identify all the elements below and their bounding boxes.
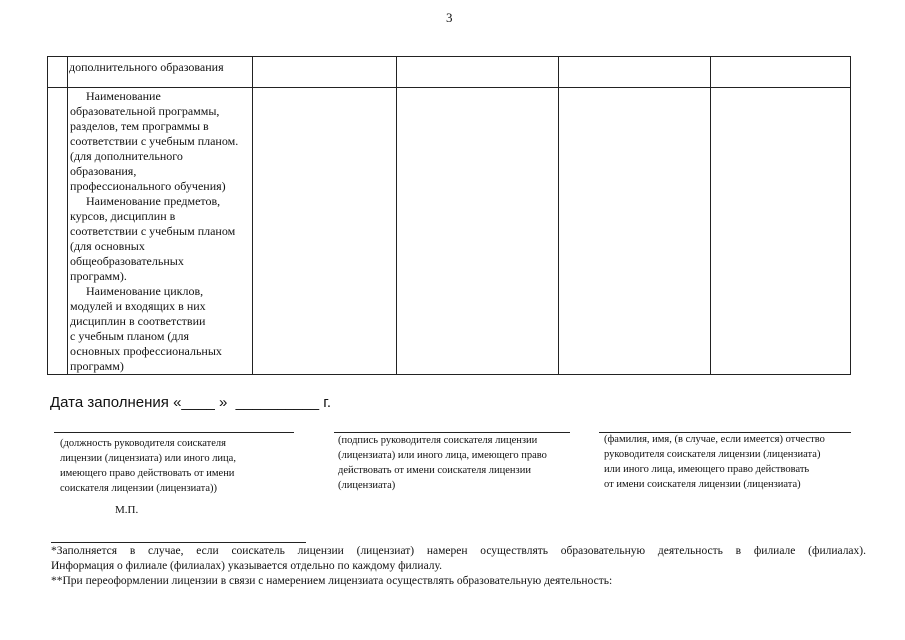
- footnotes: [51, 544, 866, 589]
- table-cell: [48, 88, 68, 375]
- program-description-line: основных профессиональных: [70, 344, 222, 358]
- position-caption-line: соискателя лицензии (лицензиата)): [60, 483, 218, 494]
- position-signature-line: [54, 432, 294, 433]
- position-caption: [60, 436, 236, 496]
- footnote-1-line-1: *Заполняется в случае, если соискатель лицензии (лицензиат) намерен осуществлять образовательную деятельность в филиале (филиалах).: [51, 545, 866, 557]
- footnote-2: **При переоформлении лицензии в связи с намерением лицензиата осуществлять образовательную деятельность:: [51, 575, 613, 587]
- program-description-line: Наименование циклов,: [86, 284, 204, 298]
- footnote-separator: [51, 542, 306, 543]
- table-cell: [397, 57, 558, 88]
- signature-caption-line: (подпись руководителя соискателя лицензии: [338, 435, 538, 446]
- program-table: [47, 56, 851, 375]
- signature-caption-line: (лицензиата) или иного лица, имеющего право: [338, 450, 547, 461]
- name-caption-line: (фамилия, имя, (в случае, если имеется) отчество: [604, 434, 825, 445]
- date-field-label: Дата заполнения «____ » __________ г.: [50, 394, 332, 411]
- table-cell: [397, 88, 558, 375]
- table-cell: [48, 57, 68, 88]
- program-description-line: программ): [70, 359, 124, 373]
- position-caption-line: (должность руководителя соискателя: [60, 438, 226, 449]
- table-cell: [710, 57, 850, 88]
- program-description-cell: [68, 88, 253, 375]
- table-cell: [68, 57, 253, 88]
- program-description-line: разделов, тем программы в: [70, 119, 209, 133]
- program-description-line: профессионального обучения): [70, 179, 226, 193]
- program-description-line: образовательной программы,: [70, 104, 220, 118]
- program-description-line: программ).: [70, 269, 127, 283]
- table-cell: [253, 88, 397, 375]
- name-caption: [604, 432, 825, 492]
- position-caption-line: лицензии (лицензиата) или иного лица,: [60, 453, 236, 464]
- program-description-line: курсов, дисциплин в: [70, 209, 176, 223]
- table-cell: [558, 57, 710, 88]
- footnote-1-line-2: Информация о филиале (филиалах) указывается отдельно по каждому филиалу.: [51, 560, 442, 572]
- table-cell: [558, 88, 710, 375]
- table-cell: [710, 88, 850, 375]
- row1-label: дополнительного образования: [69, 60, 224, 74]
- program-description-line: соответствии с учебным планом.: [70, 134, 239, 148]
- name-caption-line: от имени соискателя лицензии (лицензиата): [604, 479, 801, 490]
- signature-caption: [338, 433, 547, 493]
- table-row: [48, 88, 851, 375]
- program-description-line: Наименование: [86, 89, 161, 103]
- page-number: 3: [446, 10, 453, 25]
- signature-caption-line: (лицензиата): [338, 480, 396, 491]
- position-caption-line: имеющего право действовать от имени: [60, 468, 235, 479]
- table-cell: [253, 57, 397, 88]
- program-description-line: образования,: [70, 164, 137, 178]
- program-description-line: соответствии с учебным планом: [70, 224, 236, 238]
- stamp-label: М.П.: [115, 504, 139, 516]
- signature-caption-line: действовать от имени соискателя лицензии: [338, 465, 531, 476]
- program-description-line: модулей и входящих в них: [70, 299, 206, 313]
- program-description-line: Наименование предметов,: [86, 194, 221, 208]
- program-description-line: общеобразовательных: [70, 254, 184, 268]
- name-caption-line: руководителя соискателя лицензии (лицензиата): [604, 449, 821, 460]
- program-description-line: с учебным планом (для: [70, 329, 190, 343]
- program-description-line: (для основных: [70, 239, 145, 253]
- name-caption-line: или иного лица, имеющего право действовать: [604, 464, 810, 475]
- program-description-line: дисциплин в соответствии: [70, 314, 206, 328]
- table-row: [48, 57, 851, 88]
- program-description-line: (для дополнительного: [70, 149, 183, 163]
